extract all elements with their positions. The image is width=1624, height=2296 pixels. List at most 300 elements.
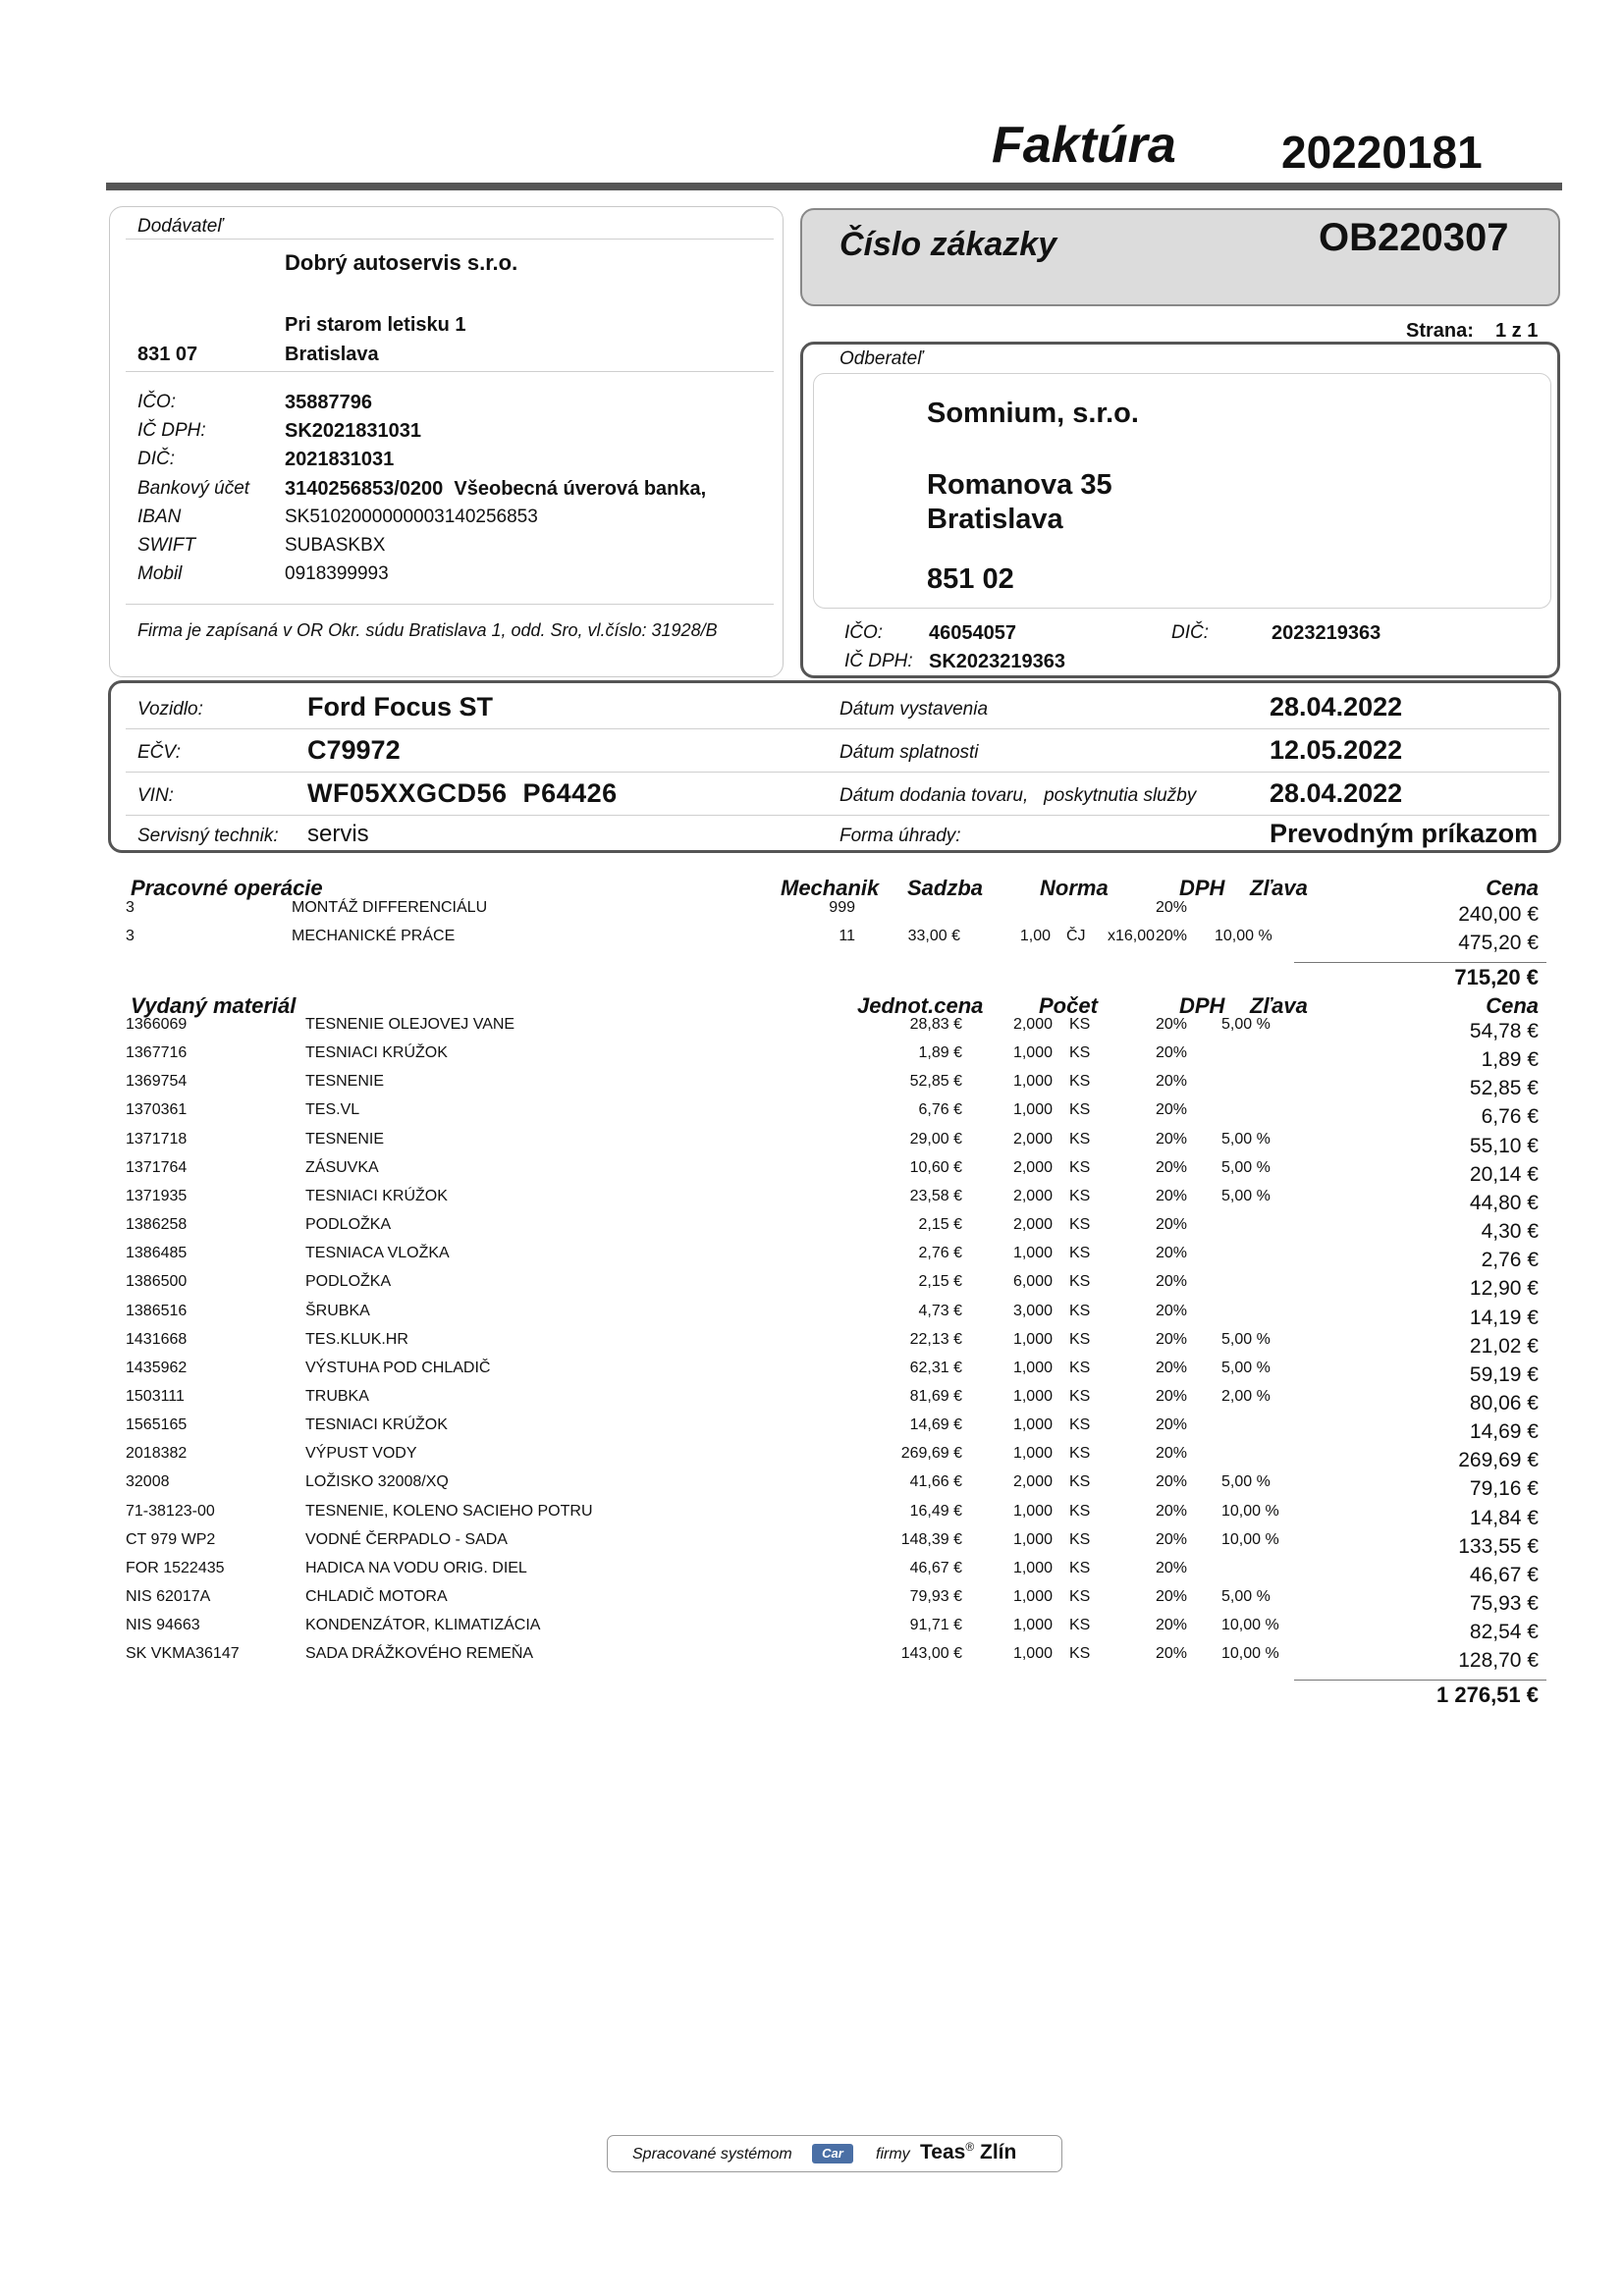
material-code: 1386516 — [126, 1303, 188, 1319]
material-vat: 20% — [1156, 1303, 1188, 1319]
material-row — [0, 1531, 1624, 1560]
material-row — [0, 1331, 1624, 1360]
material-code: 1503111 — [126, 1388, 185, 1405]
material-name: TRUBKA — [305, 1388, 369, 1405]
material-discount: 10,00 % — [1221, 1617, 1279, 1633]
material-col-discount: Zľava — [1250, 993, 1308, 1018]
customer-icdph-label: IČ DPH: — [844, 651, 913, 671]
material-unit-price: 29,00 € — [909, 1131, 962, 1148]
material-unit: KS — [1069, 1101, 1091, 1118]
material-discount: 5,00 % — [1221, 1016, 1271, 1033]
material-code: 1366069 — [126, 1016, 188, 1033]
material-discount: 10,00 % — [1221, 1531, 1279, 1548]
material-name: TESNENIE OLEJOVEJ VANE — [305, 1016, 515, 1033]
material-price: 20,14 € — [1469, 1163, 1539, 1186]
labor-row — [0, 928, 1624, 956]
supplier-mobile-label: Mobil — [137, 563, 183, 584]
material-price: 59,19 € — [1469, 1363, 1539, 1386]
customer-icdph: SK2023219363 — [929, 651, 1066, 672]
material-price: 14,84 € — [1469, 1507, 1539, 1529]
material-code: 1371935 — [126, 1188, 188, 1204]
material-unit-price: 23,58 € — [909, 1188, 962, 1204]
material-vat: 20% — [1156, 1588, 1188, 1605]
supplier-section-label: Dodávateľ — [137, 216, 223, 237]
technician-value: servis — [307, 821, 369, 847]
material-unit: KS — [1069, 1159, 1091, 1176]
material-price: 14,19 € — [1469, 1307, 1539, 1329]
invoice-title: Faktúra — [992, 117, 1176, 174]
customer-section-label: Odberateľ — [839, 348, 923, 369]
material-name: TESNIACI KRÚŽOK — [305, 1416, 448, 1433]
footer-firm-city: Zlín — [980, 2141, 1017, 2163]
material-name: ŠRUBKA — [305, 1303, 370, 1319]
material-price: 55,10 € — [1469, 1135, 1539, 1157]
material-price: 52,85 € — [1469, 1077, 1539, 1099]
footer-box — [607, 2135, 1062, 2172]
material-code: FOR 1522435 — [126, 1560, 225, 1576]
labor-mechanic: 999 — [829, 899, 855, 916]
material-code: NIS 94663 — [126, 1617, 200, 1633]
supplier-dic-label: DIČ: — [137, 449, 175, 469]
material-code: 1370361 — [126, 1101, 188, 1118]
material-qty: 1,000 — [1012, 1073, 1053, 1090]
supplier-icdph: SK2021831031 — [285, 420, 422, 442]
material-unit: KS — [1069, 1131, 1091, 1148]
vin-value: WF05XXGCD56 P64426 — [307, 778, 618, 808]
material-vat: 20% — [1156, 1044, 1188, 1061]
registered-mark: ® — [965, 2140, 975, 2154]
material-unit-price: 79,93 € — [909, 1588, 962, 1605]
supplier-zip: 831 07 — [137, 344, 198, 365]
material-price: 128,70 € — [1458, 1649, 1539, 1672]
material-discount: 5,00 % — [1221, 1131, 1271, 1148]
material-row — [0, 1101, 1624, 1130]
material-name: PODLOŽKA — [305, 1273, 392, 1290]
material-unit: KS — [1069, 1416, 1091, 1433]
material-name: KONDENZÁTOR, KLIMATIZÁCIA — [305, 1617, 541, 1633]
material-price: 82,54 € — [1469, 1621, 1539, 1643]
material-row — [0, 1273, 1624, 1302]
material-discount: 10,00 % — [1221, 1503, 1279, 1520]
material-qty: 2,000 — [1012, 1216, 1053, 1233]
supplier-box — [109, 206, 784, 677]
payment-label: Forma úhrady: — [839, 826, 961, 846]
customer-street: Romanova 35 — [927, 469, 1112, 501]
material-vat: 20% — [1156, 1073, 1188, 1090]
material-row — [0, 1044, 1624, 1073]
material-code: 1431668 — [126, 1331, 188, 1348]
supplier-swift: SUBASKBX — [285, 535, 386, 556]
material-row — [0, 1188, 1624, 1216]
footer-processed-by: Spracované systémom — [632, 2146, 792, 2163]
material-code: 1435962 — [126, 1360, 188, 1376]
material-row — [0, 1445, 1624, 1473]
ecv-value: C79972 — [307, 735, 401, 765]
material-unit-price: 1,89 € — [918, 1044, 962, 1061]
page-label: Strana: — [1406, 320, 1474, 342]
material-qty: 1,000 — [1012, 1245, 1053, 1261]
material-qty: 1,000 — [1012, 1531, 1053, 1548]
material-code: 32008 — [126, 1473, 170, 1490]
material-col-qty: Počet — [1039, 993, 1098, 1018]
material-name: PODLOŽKA — [305, 1216, 392, 1233]
material-unit-price: 16,49 € — [909, 1503, 962, 1520]
material-unit: KS — [1069, 1588, 1091, 1605]
material-unit-price: 91,71 € — [909, 1617, 962, 1633]
material-unit-price: 46,67 € — [909, 1560, 962, 1576]
labor-discount: 10,00 % — [1215, 928, 1272, 944]
material-vat: 20% — [1156, 1331, 1188, 1348]
divider — [126, 239, 774, 240]
material-price: 1,89 € — [1481, 1048, 1539, 1071]
labor-col-price: Cena — [1486, 876, 1539, 900]
material-unit-price: 2,76 € — [918, 1245, 962, 1261]
material-row — [0, 1360, 1624, 1388]
supplier-name: Dobrý autoservis s.r.o. — [285, 250, 518, 275]
material-vat: 20% — [1156, 1560, 1188, 1576]
material-code: 1386258 — [126, 1216, 188, 1233]
material-vat: 20% — [1156, 1101, 1188, 1118]
labor-norm: 1,00 — [1019, 928, 1051, 944]
material-unit-price: 10,60 € — [909, 1159, 962, 1176]
material-name: LOŽISKO 32008/XQ — [305, 1473, 449, 1490]
material-qty: 1,000 — [1012, 1617, 1053, 1633]
material-unit-price: 4,73 € — [918, 1303, 962, 1319]
material-vat: 20% — [1156, 1531, 1188, 1548]
material-unit: KS — [1069, 1388, 1091, 1405]
material-row — [0, 1645, 1624, 1674]
footer-firm-name — [920, 2140, 1016, 2164]
material-code: NIS 62017A — [126, 1588, 211, 1605]
material-vat: 20% — [1156, 1445, 1188, 1462]
material-discount: 5,00 % — [1221, 1159, 1271, 1176]
material-name: VÝPUST VODY — [305, 1445, 417, 1462]
material-unit: KS — [1069, 1303, 1091, 1319]
material-price: 4,30 € — [1481, 1220, 1539, 1243]
material-unit-price: 52,85 € — [909, 1073, 962, 1090]
material-qty: 1,000 — [1012, 1360, 1053, 1376]
material-name: VÝSTUHA POD CHLADIČ — [305, 1360, 491, 1376]
supplier-dic: 2021831031 — [285, 449, 395, 470]
customer-dic-label: DIČ: — [1171, 622, 1209, 643]
material-code: 2018382 — [126, 1445, 188, 1462]
material-qty: 6,000 — [1012, 1273, 1053, 1290]
material-qty: 2,000 — [1012, 1131, 1053, 1148]
material-vat: 20% — [1156, 1360, 1188, 1376]
material-vat: 20% — [1156, 1503, 1188, 1520]
material-unit: KS — [1069, 1188, 1091, 1204]
labor-col-mechanic: Mechanik — [781, 876, 880, 900]
material-unit: KS — [1069, 1245, 1091, 1261]
material-col-price: Cena — [1486, 993, 1539, 1018]
supplier-mobile: 0918399993 — [285, 563, 389, 584]
material-name: TESNENIE, KOLENO SACIEHO POTRU — [305, 1503, 593, 1520]
material-price: 79,16 € — [1469, 1477, 1539, 1500]
material-unit-price: 14,69 € — [909, 1416, 962, 1433]
material-code: 1371718 — [126, 1131, 188, 1148]
labor-row — [0, 899, 1624, 928]
material-title: Vydaný materiál — [131, 993, 297, 1018]
labor-vat: 20% — [1156, 928, 1188, 944]
labor-title: Pracovné operácie — [131, 876, 323, 900]
supplier-city: Bratislava — [285, 344, 379, 365]
material-price: 21,02 € — [1469, 1335, 1539, 1358]
material-discount: 5,00 % — [1221, 1473, 1271, 1490]
labor-price: 240,00 € — [1458, 903, 1539, 926]
material-row — [0, 1131, 1624, 1159]
material-name: VODNÉ ČERPADLO - SADA — [305, 1531, 508, 1548]
material-row — [0, 1503, 1624, 1531]
divider — [126, 728, 1549, 729]
due-date-label: Dátum splatnosti — [839, 742, 979, 763]
supplier-ico: 35887796 — [285, 392, 372, 413]
material-vat: 20% — [1156, 1188, 1188, 1204]
material-unit-price: 2,15 € — [918, 1216, 962, 1233]
material-row — [0, 1416, 1624, 1445]
material-unit-price: 81,69 € — [909, 1388, 962, 1405]
material-vat: 20% — [1156, 1216, 1188, 1233]
customer-address-box — [813, 373, 1551, 609]
material-discount: 2,00 % — [1221, 1388, 1271, 1405]
material-code: SK VKMA36147 — [126, 1645, 240, 1662]
material-vat: 20% — [1156, 1416, 1188, 1433]
material-unit: KS — [1069, 1273, 1091, 1290]
material-qty: 2,000 — [1012, 1473, 1053, 1490]
material-name: TES.VL — [305, 1101, 360, 1118]
vehicle-value: Ford Focus ST — [307, 692, 493, 721]
material-qty: 1,000 — [1012, 1560, 1053, 1576]
material-row — [0, 1159, 1624, 1188]
material-discount: 10,00 % — [1221, 1645, 1279, 1662]
divider — [126, 815, 1549, 816]
material-vat: 20% — [1156, 1473, 1188, 1490]
supplier-bank: 3140256853/0200 Všeobecná úverová banka, — [285, 478, 707, 500]
labor-mult: x16,00 — [1108, 928, 1156, 944]
material-col-unit-price: Jednot.cena — [857, 993, 984, 1018]
material-unit-price: 143,00 € — [900, 1645, 962, 1662]
delivery-date-value: 28.04.2022 — [1270, 778, 1403, 808]
material-unit-price: 62,31 € — [909, 1360, 962, 1376]
material-price: 75,93 € — [1469, 1592, 1539, 1615]
customer-zip: 851 02 — [927, 563, 1014, 595]
material-price: 54,78 € — [1469, 1020, 1539, 1042]
material-price: 2,76 € — [1481, 1249, 1539, 1271]
supplier-bank-label: Bankový účet — [137, 478, 250, 499]
labor-total-rule — [1294, 962, 1546, 963]
material-code: 1371764 — [126, 1159, 188, 1176]
material-total: 1 276,51 € — [1436, 1682, 1539, 1707]
labor-code: 3 — [126, 928, 135, 944]
technician-label: Servisný technik: — [137, 826, 279, 846]
material-price: 44,80 € — [1469, 1192, 1539, 1214]
order-label: Číslo zákazky — [839, 226, 1057, 263]
customer-dic: 2023219363 — [1272, 622, 1381, 644]
labor-col-rate: Sadzba — [907, 876, 984, 900]
labor-name: MECHANICKÉ PRÁCE — [292, 928, 456, 944]
material-name: TESNIACA VLOŽKA — [305, 1245, 450, 1261]
material-qty: 2,000 — [1012, 1188, 1053, 1204]
material-unit-price: 22,13 € — [909, 1331, 962, 1348]
material-price: 80,06 € — [1469, 1392, 1539, 1415]
material-vat: 20% — [1156, 1131, 1188, 1148]
material-col-vat: DPH — [1179, 993, 1225, 1018]
material-vat: 20% — [1156, 1245, 1188, 1261]
material-code: CT 979 WP2 — [126, 1531, 216, 1548]
material-price: 12,90 € — [1469, 1277, 1539, 1300]
material-vat: 20% — [1156, 1273, 1188, 1290]
material-qty: 2,000 — [1012, 1016, 1053, 1033]
material-row — [0, 1245, 1624, 1273]
material-unit: KS — [1069, 1473, 1091, 1490]
material-vat: 20% — [1156, 1617, 1188, 1633]
material-code: 1367716 — [126, 1044, 188, 1061]
material-unit: KS — [1069, 1360, 1091, 1376]
material-unit: KS — [1069, 1531, 1091, 1548]
customer-name: Somnium, s.r.o. — [927, 398, 1139, 429]
material-name: TES.KLUK.HR — [305, 1331, 408, 1348]
material-vat: 20% — [1156, 1645, 1188, 1662]
material-price: 133,55 € — [1458, 1535, 1539, 1558]
material-qty: 1,000 — [1012, 1331, 1053, 1348]
material-row — [0, 1473, 1624, 1502]
material-qty: 1,000 — [1012, 1645, 1053, 1662]
issue-date-value: 28.04.2022 — [1270, 692, 1403, 721]
material-unit: KS — [1069, 1016, 1091, 1033]
material-row — [0, 1617, 1624, 1645]
customer-ico-label: IČO: — [844, 622, 884, 643]
material-code: 71-38123-00 — [126, 1503, 215, 1520]
footer-firm-name-text: Teas — [920, 2141, 966, 2163]
material-row — [0, 1073, 1624, 1101]
material-row — [0, 1588, 1624, 1617]
labor-rate: 33,00 € — [907, 928, 960, 944]
material-name: TESNENIE — [305, 1131, 385, 1148]
labor-col-discount: Zľava — [1250, 876, 1308, 900]
material-vat: 20% — [1156, 1159, 1188, 1176]
material-unit: KS — [1069, 1560, 1091, 1576]
material-code: 1565165 — [126, 1416, 188, 1433]
material-name: TESNIACI KRÚŽOK — [305, 1044, 448, 1061]
material-qty: 1,000 — [1012, 1416, 1053, 1433]
divider — [126, 604, 774, 605]
material-qty: 1,000 — [1012, 1101, 1053, 1118]
material-price: 14,69 € — [1469, 1420, 1539, 1443]
labor-total: 715,20 € — [1454, 965, 1539, 989]
material-row — [0, 1560, 1624, 1588]
material-row — [0, 1303, 1624, 1331]
material-row — [0, 1016, 1624, 1044]
header-rule — [106, 183, 1562, 190]
material-qty: 1,000 — [1012, 1503, 1053, 1520]
material-row — [0, 1216, 1624, 1245]
material-unit-price: 269,69 € — [900, 1445, 962, 1462]
vehicle-label: Vozidlo: — [137, 699, 203, 720]
material-vat: 20% — [1156, 1016, 1188, 1033]
footer-firm-label: firmy — [876, 2146, 910, 2163]
labor-col-vat: DPH — [1179, 876, 1225, 900]
supplier-swift-label: SWIFT — [137, 535, 196, 556]
supplier-iban: SK5102000000003140256853 — [285, 507, 538, 527]
material-code: 1386485 — [126, 1245, 188, 1261]
material-code: 1369754 — [126, 1073, 188, 1090]
material-unit: KS — [1069, 1216, 1091, 1233]
car-logo: Car — [812, 2144, 853, 2163]
ecv-label: EČV: — [137, 742, 182, 763]
material-row — [0, 1388, 1624, 1416]
supplier-street: Pri starom letisku 1 — [285, 314, 466, 336]
material-unit-price: 2,15 € — [918, 1273, 962, 1290]
material-unit: KS — [1069, 1073, 1091, 1090]
divider — [126, 772, 1549, 773]
supplier-iban-label: IBAN — [137, 507, 182, 527]
material-name: TESNIACI KRÚŽOK — [305, 1188, 448, 1204]
material-qty: 1,000 — [1012, 1388, 1053, 1405]
issue-date-label: Dátum vystavenia — [839, 699, 989, 720]
material-unit: KS — [1069, 1044, 1091, 1061]
material-discount: 5,00 % — [1221, 1331, 1271, 1348]
material-name: ZÁSUVKA — [305, 1159, 379, 1176]
customer-city: Bratislava — [927, 504, 1063, 535]
material-price: 269,69 € — [1458, 1449, 1539, 1471]
invoice-number: 20220181 — [1281, 127, 1483, 178]
material-discount: 5,00 % — [1221, 1360, 1271, 1376]
labor-name: MONTÁŽ DIFFERENCIÁLU — [292, 899, 488, 916]
material-unit-price: 148,39 € — [900, 1531, 962, 1548]
page-value: 1 z 1 — [1495, 320, 1539, 342]
labor-code: 3 — [126, 899, 135, 916]
payment-value: Prevodným príkazom — [1270, 819, 1539, 848]
material-name: TESNENIE — [305, 1073, 385, 1090]
material-name: HADICA NA VODU ORIG. DIEL — [305, 1560, 527, 1576]
material-unit: KS — [1069, 1331, 1091, 1348]
labor-mechanic: 11 — [839, 928, 855, 944]
labor-unit: ČJ — [1066, 928, 1086, 944]
vin-label: VIN: — [137, 785, 174, 806]
material-qty: 1,000 — [1012, 1445, 1053, 1462]
material-code: 1386500 — [126, 1273, 188, 1290]
material-price: 6,76 € — [1481, 1105, 1539, 1128]
material-total-rule — [1294, 1680, 1546, 1681]
material-name: CHLADIČ MOTORA — [305, 1588, 448, 1605]
labor-col-norm: Norma — [1040, 876, 1109, 900]
material-price: 46,67 € — [1469, 1564, 1539, 1586]
divider — [126, 371, 774, 372]
supplier-register-note: Firma je zapísaná v OR Okr. súdu Bratislava 1, odd. Sro, vl.číslo: 31928/B — [137, 620, 718, 640]
material-qty: 1,000 — [1012, 1588, 1053, 1605]
material-discount: 5,00 % — [1221, 1588, 1271, 1605]
material-qty: 1,000 — [1012, 1044, 1053, 1061]
delivery-date-label: Dátum dodania tovaru, poskytnutia služby — [839, 785, 1197, 806]
material-qty: 3,000 — [1012, 1303, 1053, 1319]
material-unit: KS — [1069, 1645, 1091, 1662]
due-date-value: 12.05.2022 — [1270, 735, 1403, 765]
material-unit-price: 6,76 € — [918, 1101, 962, 1118]
material-unit: KS — [1069, 1503, 1091, 1520]
material-unit: KS — [1069, 1445, 1091, 1462]
material-vat: 20% — [1156, 1388, 1188, 1405]
material-name: SADA DRÁŽKOVÉHO REMEŇA — [305, 1645, 534, 1662]
material-unit-price: 28,83 € — [909, 1016, 962, 1033]
supplier-ico-label: IČO: — [137, 392, 177, 412]
material-unit-price: 41,66 € — [909, 1473, 962, 1490]
labor-price: 475,20 € — [1458, 932, 1539, 954]
supplier-icdph-label: IČ DPH: — [137, 420, 206, 441]
material-discount: 5,00 % — [1221, 1188, 1271, 1204]
order-number: OB220307 — [1319, 216, 1509, 259]
material-qty: 2,000 — [1012, 1159, 1053, 1176]
material-unit: KS — [1069, 1617, 1091, 1633]
customer-ico: 46054057 — [929, 622, 1016, 644]
